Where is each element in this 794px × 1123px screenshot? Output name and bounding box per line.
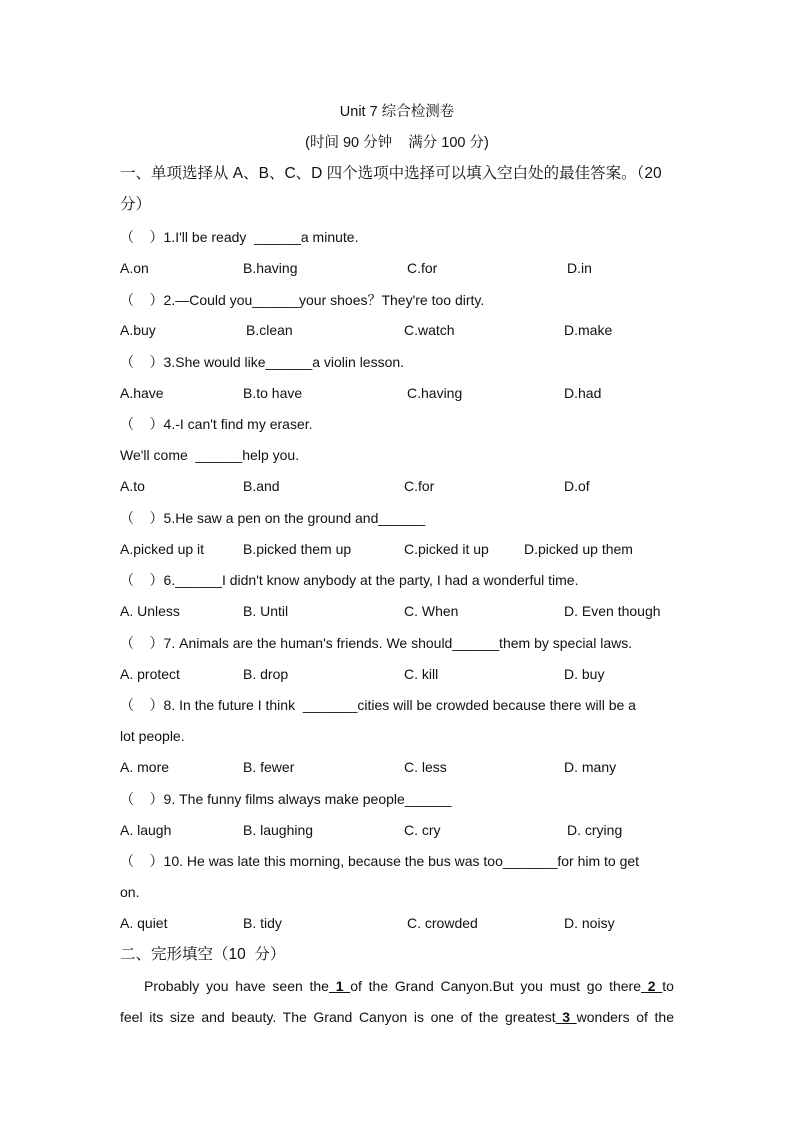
question-1-stem: （ ）1.I'll be ready ______a minute. — [120, 229, 359, 245]
q1-option-b: B.having — [243, 260, 298, 276]
question-7-stem: （ ）7. Animals are the human's friends. We should______them by special laws. — [120, 635, 633, 651]
q6-option-a: A. Unless — [120, 603, 180, 619]
question-2-stem: （ ）2.—Could you______your shoes？They're too dirty. — [120, 292, 485, 308]
q10-option-b: B. tidy — [243, 915, 282, 931]
q5-option-d: D.picked up them — [524, 541, 633, 557]
question-4-stem: （ ）4.-I can't find my eraser. — [120, 416, 313, 432]
q5-option-b: B.picked them up — [243, 541, 352, 557]
q8-option-a: A. more — [120, 759, 170, 775]
q2-option-d: D.make — [564, 322, 613, 338]
cloze-text: to — [662, 978, 674, 994]
q4-option-c: C.for — [404, 478, 435, 494]
q9-option-b: B. laughing — [243, 822, 314, 838]
question-4-stem-cont: We'll come ______help you. — [120, 447, 300, 463]
q8-option-d: D. many — [564, 759, 617, 775]
question-8-stem: （ ）8. In the future I think _______cities will be crowded because there will be a — [120, 697, 636, 713]
cloze-blank-1: 1 — [328, 978, 351, 994]
page-title: Unit 7 综合检测卷 — [339, 104, 455, 120]
cloze-paragraph-line1 — [120, 977, 674, 995]
q2-option-a: A.buy — [120, 322, 156, 338]
section1-heading: 一、单项选择从 A、B、C、D 四个选项中选择可以填入空白处的最佳答案。（20 — [120, 165, 662, 182]
q1-option-a: A.on — [120, 260, 149, 276]
q9-option-d: D. crying — [567, 822, 623, 838]
cloze-blank-3: 3 — [555, 1009, 577, 1025]
q10-option-d: D. noisy — [564, 915, 615, 931]
q3-option-d: D.had — [564, 385, 602, 401]
q7-option-a: A. protect — [120, 666, 180, 682]
q5-option-a: A.picked up it — [120, 541, 205, 557]
question-10-stem: （ ）10. He was late this morning, because the bus was too_______for him to get — [120, 853, 640, 869]
question-10-stem-cont: on. — [120, 884, 140, 900]
q10-option-c: C. crowded — [407, 915, 478, 931]
q10-option-a: A. quiet — [120, 915, 168, 931]
q2-option-b: B.clean — [246, 322, 293, 338]
question-3-stem: （ ）3.She would like______a violin lesson. — [120, 354, 405, 370]
q7-option-d: D. buy — [564, 666, 605, 682]
q3-option-b: B.to have — [243, 385, 303, 401]
q4-option-a: A.to — [120, 478, 145, 494]
q9-option-a: A. laugh — [120, 822, 172, 838]
page-subtitle: (时间 90 分钟 满分 100 分) — [305, 135, 489, 151]
question-5-stem: （ ）5.He saw a pen on the ground and______ — [120, 510, 426, 526]
q7-option-c: C. kill — [404, 666, 439, 682]
q9-option-c: C. cry — [404, 822, 441, 838]
section1-heading-cont: 分） — [120, 196, 152, 213]
q1-option-c: C.for — [407, 260, 438, 276]
q3-option-a: A.have — [120, 385, 164, 401]
q4-option-d: D.of — [564, 478, 590, 494]
q2-option-c: C.watch — [404, 322, 455, 338]
cloze-paragraph-line2 — [120, 1008, 674, 1026]
question-9-stem: （ ）9. The funny films always make people______ — [120, 791, 452, 807]
q6-option-c: C. When — [404, 603, 459, 619]
q5-option-c: C.picked it up — [404, 541, 489, 557]
q1-option-d: D.in — [567, 260, 592, 276]
q4-option-b: B.and — [243, 478, 280, 494]
cloze-text: of the Grand Canyon.But you must go there — [350, 978, 642, 994]
q6-option-b: B. Until — [243, 603, 289, 619]
question-6-stem: （ ）6.______I didn't know anybody at the party, I had a wonderful time. — [120, 572, 579, 588]
cloze-text: Probably you have seen the — [144, 978, 329, 994]
cloze-text: feel its size and beauty. The Grand Canyon is one of the greatest — [120, 1009, 556, 1025]
section2-heading: 二、完形填空（10 分） — [120, 946, 286, 963]
cloze-blank-2: 2 — [641, 978, 663, 994]
q3-option-c: C.having — [407, 385, 463, 401]
q6-option-d: D. Even though — [564, 603, 661, 619]
cloze-text: wonders of the — [576, 1009, 674, 1025]
q7-option-b: B. drop — [243, 666, 289, 682]
q8-option-c: C. less — [404, 759, 447, 775]
q8-option-b: B. fewer — [243, 759, 295, 775]
question-8-stem-cont: lot people. — [120, 728, 185, 744]
